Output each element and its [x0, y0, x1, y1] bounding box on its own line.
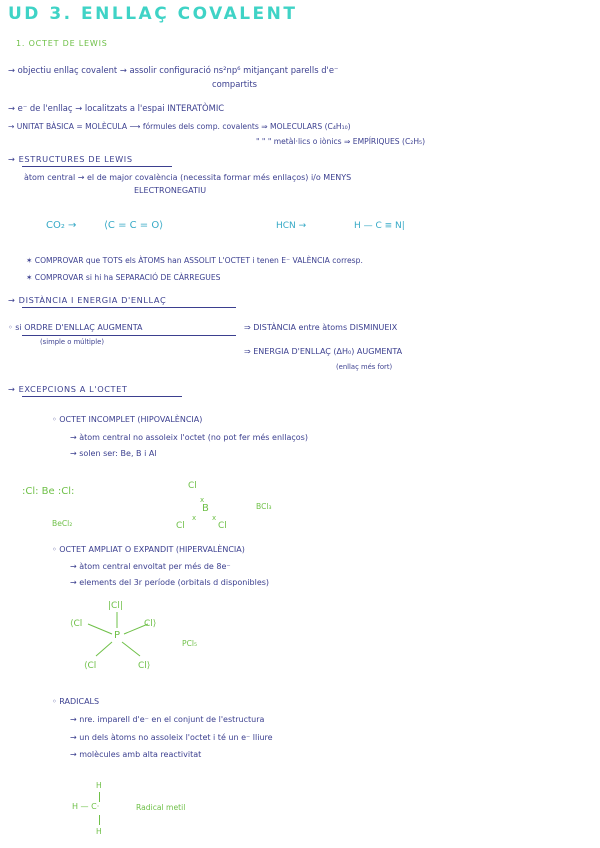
svg-text:Cl: Cl	[188, 481, 197, 491]
formula-hcn: HCN →	[276, 221, 307, 231]
label-becl2: BeCl₂	[52, 519, 73, 528]
heading-lewis-structures: → ESTRUCTURES DE LEWIS	[8, 154, 133, 164]
svg-text:⟨Cl: ⟨Cl	[70, 619, 83, 629]
text-line: ELECTRONEGATIU	[134, 186, 207, 195]
methyl-structure: H — C·	[72, 802, 100, 811]
svg-text:x: x	[200, 496, 205, 504]
text-line: → molècules amb alta reactivitat	[70, 750, 202, 759]
text-line: àtom central → el de major covalència (necessita formar més enllaços) i/o MENYS	[24, 173, 352, 182]
text-line: " " " metàl·lics o iònics ⇒ EMPÍRIQUES (C₂H₅)	[256, 137, 426, 146]
subheading-radicals: ◦ RADICALS	[52, 697, 100, 706]
bond-line	[99, 815, 100, 825]
formula-co2: CO₂ →	[46, 220, 77, 231]
text-line: → solen ser: Be, B i Al	[70, 449, 157, 458]
heading-underline	[22, 396, 182, 397]
label-pcl5: PCl₅	[182, 639, 198, 648]
text-line: ✶ COMPROVAR que TOTS els ÀTOMS han ASSOLIT L'OCTET i tenen E⁻ VALÈNCIA corresp.	[26, 256, 363, 265]
text-note: (simple o múltiple)	[40, 338, 104, 346]
svg-text:x: x	[212, 514, 217, 522]
page-title: UD 3. ENLLAÇ COVALENT	[8, 4, 298, 24]
subheading-expanded-octet: ◦ OCTET AMPLIAT O EXPANDIT (HIPERVALÈNCIA)	[52, 545, 245, 554]
lewis-pcl5-diagram	[60, 596, 190, 678]
atom-boron: B	[202, 503, 209, 514]
svg-text:Cl⟩: Cl⟩	[138, 661, 151, 671]
svg-text:⟨Cl: ⟨Cl	[84, 661, 97, 671]
svg-text:Cl: Cl	[176, 521, 185, 531]
svg-text:Cl⟩: Cl⟩	[144, 619, 157, 629]
text-line: → àtom central envoltat per més de 8e⁻	[70, 562, 231, 571]
text-line: ⇒ ENERGIA D'ENLLAÇ (ΔH₀) AUGMENTA	[244, 347, 403, 356]
heading-octet-exceptions: → EXCEPCIONS A L'OCTET	[8, 384, 128, 394]
svg-text:x: x	[192, 514, 197, 522]
heading-distance-energy: → DISTÀNCIA I ENERGIA D'ENLLAÇ	[8, 295, 167, 305]
svg-text:|Cl|: |Cl|	[108, 601, 123, 611]
structure-hcn: H — C ≡ N|	[354, 221, 405, 231]
atom-hydrogen-bottom: H	[96, 827, 102, 836]
text-line: ◦ si ORDRE D'ENLLAÇ AUGMENTA	[8, 323, 143, 332]
heading-underline	[22, 166, 172, 167]
bond-line	[99, 792, 100, 802]
text-line: → objectiu enllaç covalent → assolir configuració ns²np⁶ mitjançant parells d'e⁻	[8, 65, 339, 75]
text-note: (enllaç més fort)	[336, 363, 393, 371]
text-line: → UNITAT BÀSICA = MOLÈCULA ⟶ fórmules dels comp. covalents ⇒ MOLECULARS (C₄H₁₀)	[8, 122, 351, 131]
text-line: compartits	[212, 79, 258, 89]
text-line: → e⁻ de l'enllaç → localitzats a l'espai INTERATÒMIC	[8, 103, 225, 113]
text-line: ⇒ DISTÀNCIA entre àtoms DISMINUEIX	[244, 323, 398, 332]
text-line: → nre. imparell d'e⁻ en el conjunt de l'estructura	[70, 715, 265, 724]
atom-hydrogen-top: H	[96, 781, 102, 790]
label-methyl-radical: Radical metil	[136, 803, 186, 812]
heading-underline	[22, 335, 236, 336]
structure-co2: ⟨C = C = O⟩	[104, 220, 164, 231]
text-line: → elements del 3r període (orbitals d disponibles)	[70, 578, 270, 587]
text-line: ✶ COMPROVAR si hi ha SEPARACIÓ DE CÀRREGUES	[26, 273, 221, 282]
subtitle-octet-lewis: 1. OCTET DE LEWIS	[16, 39, 108, 48]
svg-text:Cl: Cl	[218, 521, 227, 531]
label-bcl3: BCl₃	[256, 502, 272, 511]
text-line: → un dels àtoms no assoleix l'octet i té un e⁻ lliure	[70, 733, 273, 742]
atom-phosphorus: P	[114, 630, 121, 641]
subheading-incomplete-octet: ◦ OCTET INCOMPLET (HIPOVALÈNCIA)	[52, 415, 203, 424]
lewis-becl2: :Cl: Be :Cl:	[22, 486, 75, 497]
text-line: → àtom central no assoleix l'octet (no pot fer més enllaços)	[70, 433, 308, 442]
heading-underline	[22, 307, 236, 308]
